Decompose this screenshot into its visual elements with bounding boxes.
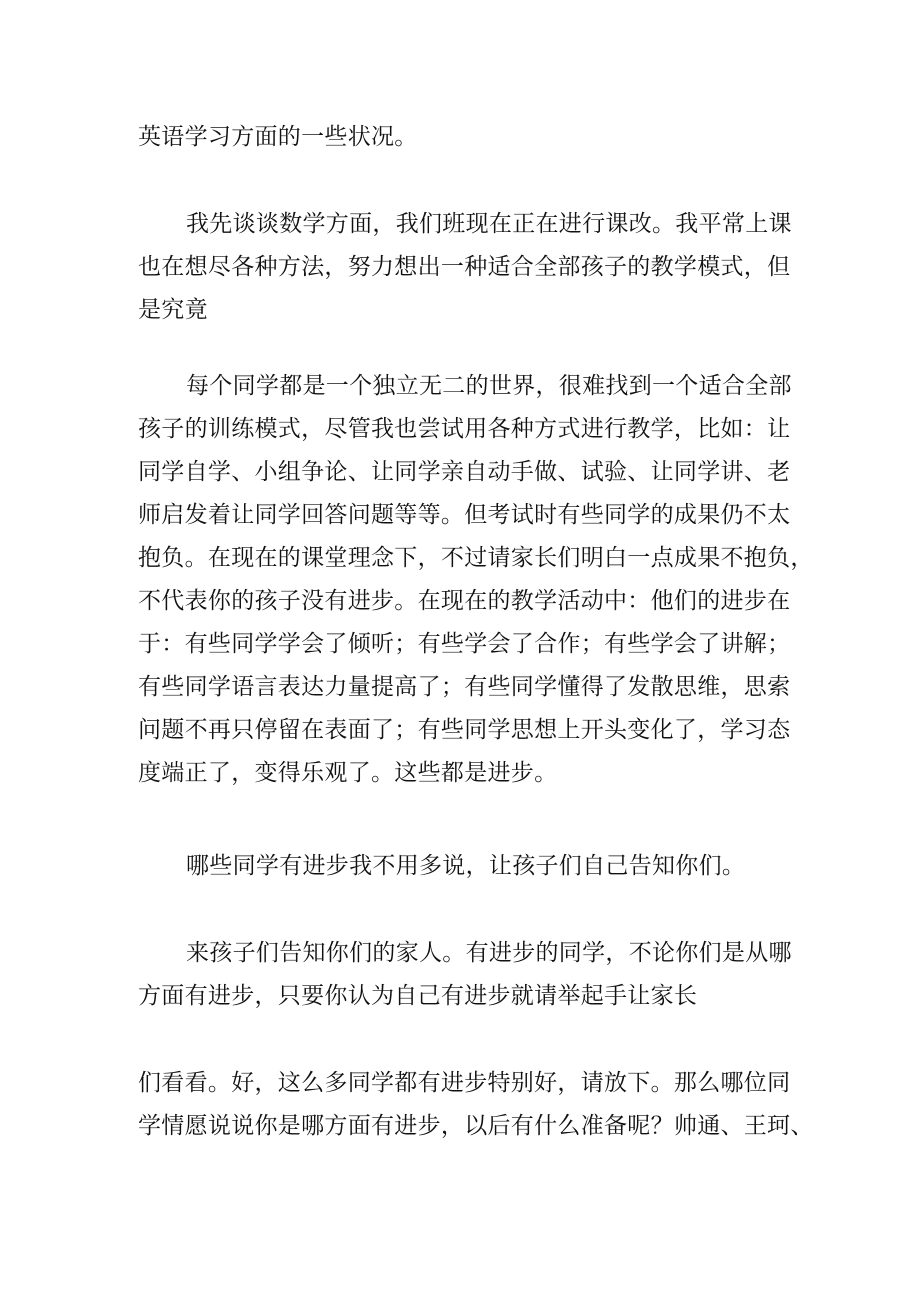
paragraph-6 <box>138 1062 814 1148</box>
text-line: 不代表你的孩子没有进步。在现在的教学活动中：他们的进步在 <box>138 588 791 614</box>
text-line: 哪些同学有进步我不用多说，让孩子们自己告知你们。 <box>186 853 746 879</box>
paragraph-5 <box>138 932 792 1018</box>
text-line: 孩子的训练模式，尽管我也尝试用各种方式进行教学，比如：让 <box>138 416 791 442</box>
text-line: 同学自学、小组争论、让同学亲自动手做、试验、让同学讲、老 <box>138 459 791 485</box>
paragraph-1 <box>138 116 788 159</box>
text-line: 我先谈谈数学方面，我们班现在正在进行课改。我平常上课 <box>186 211 792 237</box>
text-line: 抱负。在现在的课堂理念下，不过请家长们明白一点成果不抱负， <box>138 545 814 571</box>
text-line: 每个同学都是一个独立无二的世界，很难找到一个适合全部 <box>186 373 792 399</box>
text-line: 来孩子们告知你们的家人。有进步的同学，不论你们是从哪 <box>186 940 792 966</box>
text-line: 方面有进步，只要你认为自己有进步就请举起手让家长 <box>138 983 698 1009</box>
paragraph-4 <box>138 845 788 888</box>
text-line: 英语学习方面的一些状况。 <box>138 124 418 150</box>
paragraph-3 <box>138 365 814 795</box>
text-line: 度端正了，变得乐观了。这些都是进步。 <box>138 760 558 786</box>
text-line: 们看看。好，这么多同学都有进步特别好，请放下。那么哪位同 <box>138 1070 791 1096</box>
text-line: 师启发着让同学回答问题等等。但考试时有些同学的成果仍不太 <box>138 502 791 528</box>
text-line: 学情愿说说你是哪方面有进步，以后有什么准备呢？帅通、王珂、 <box>138 1113 814 1139</box>
text-line: 有些同学语言表达力量提高了；有些同学懂得了发散思维，思索 <box>138 674 791 700</box>
paragraph-2 <box>138 203 792 332</box>
text-line: 是究竟 <box>138 297 208 323</box>
text-line: 问题不再只停留在表面了；有些同学思想上开头变化了，学习态 <box>138 717 791 743</box>
text-line: 也在想尽各种方法，努力想出一种适合全部孩子的教学模式，但 <box>138 254 791 280</box>
text-line: 于：有些同学学会了倾听；有些学会了合作；有些学会了讲解； <box>138 631 791 657</box>
